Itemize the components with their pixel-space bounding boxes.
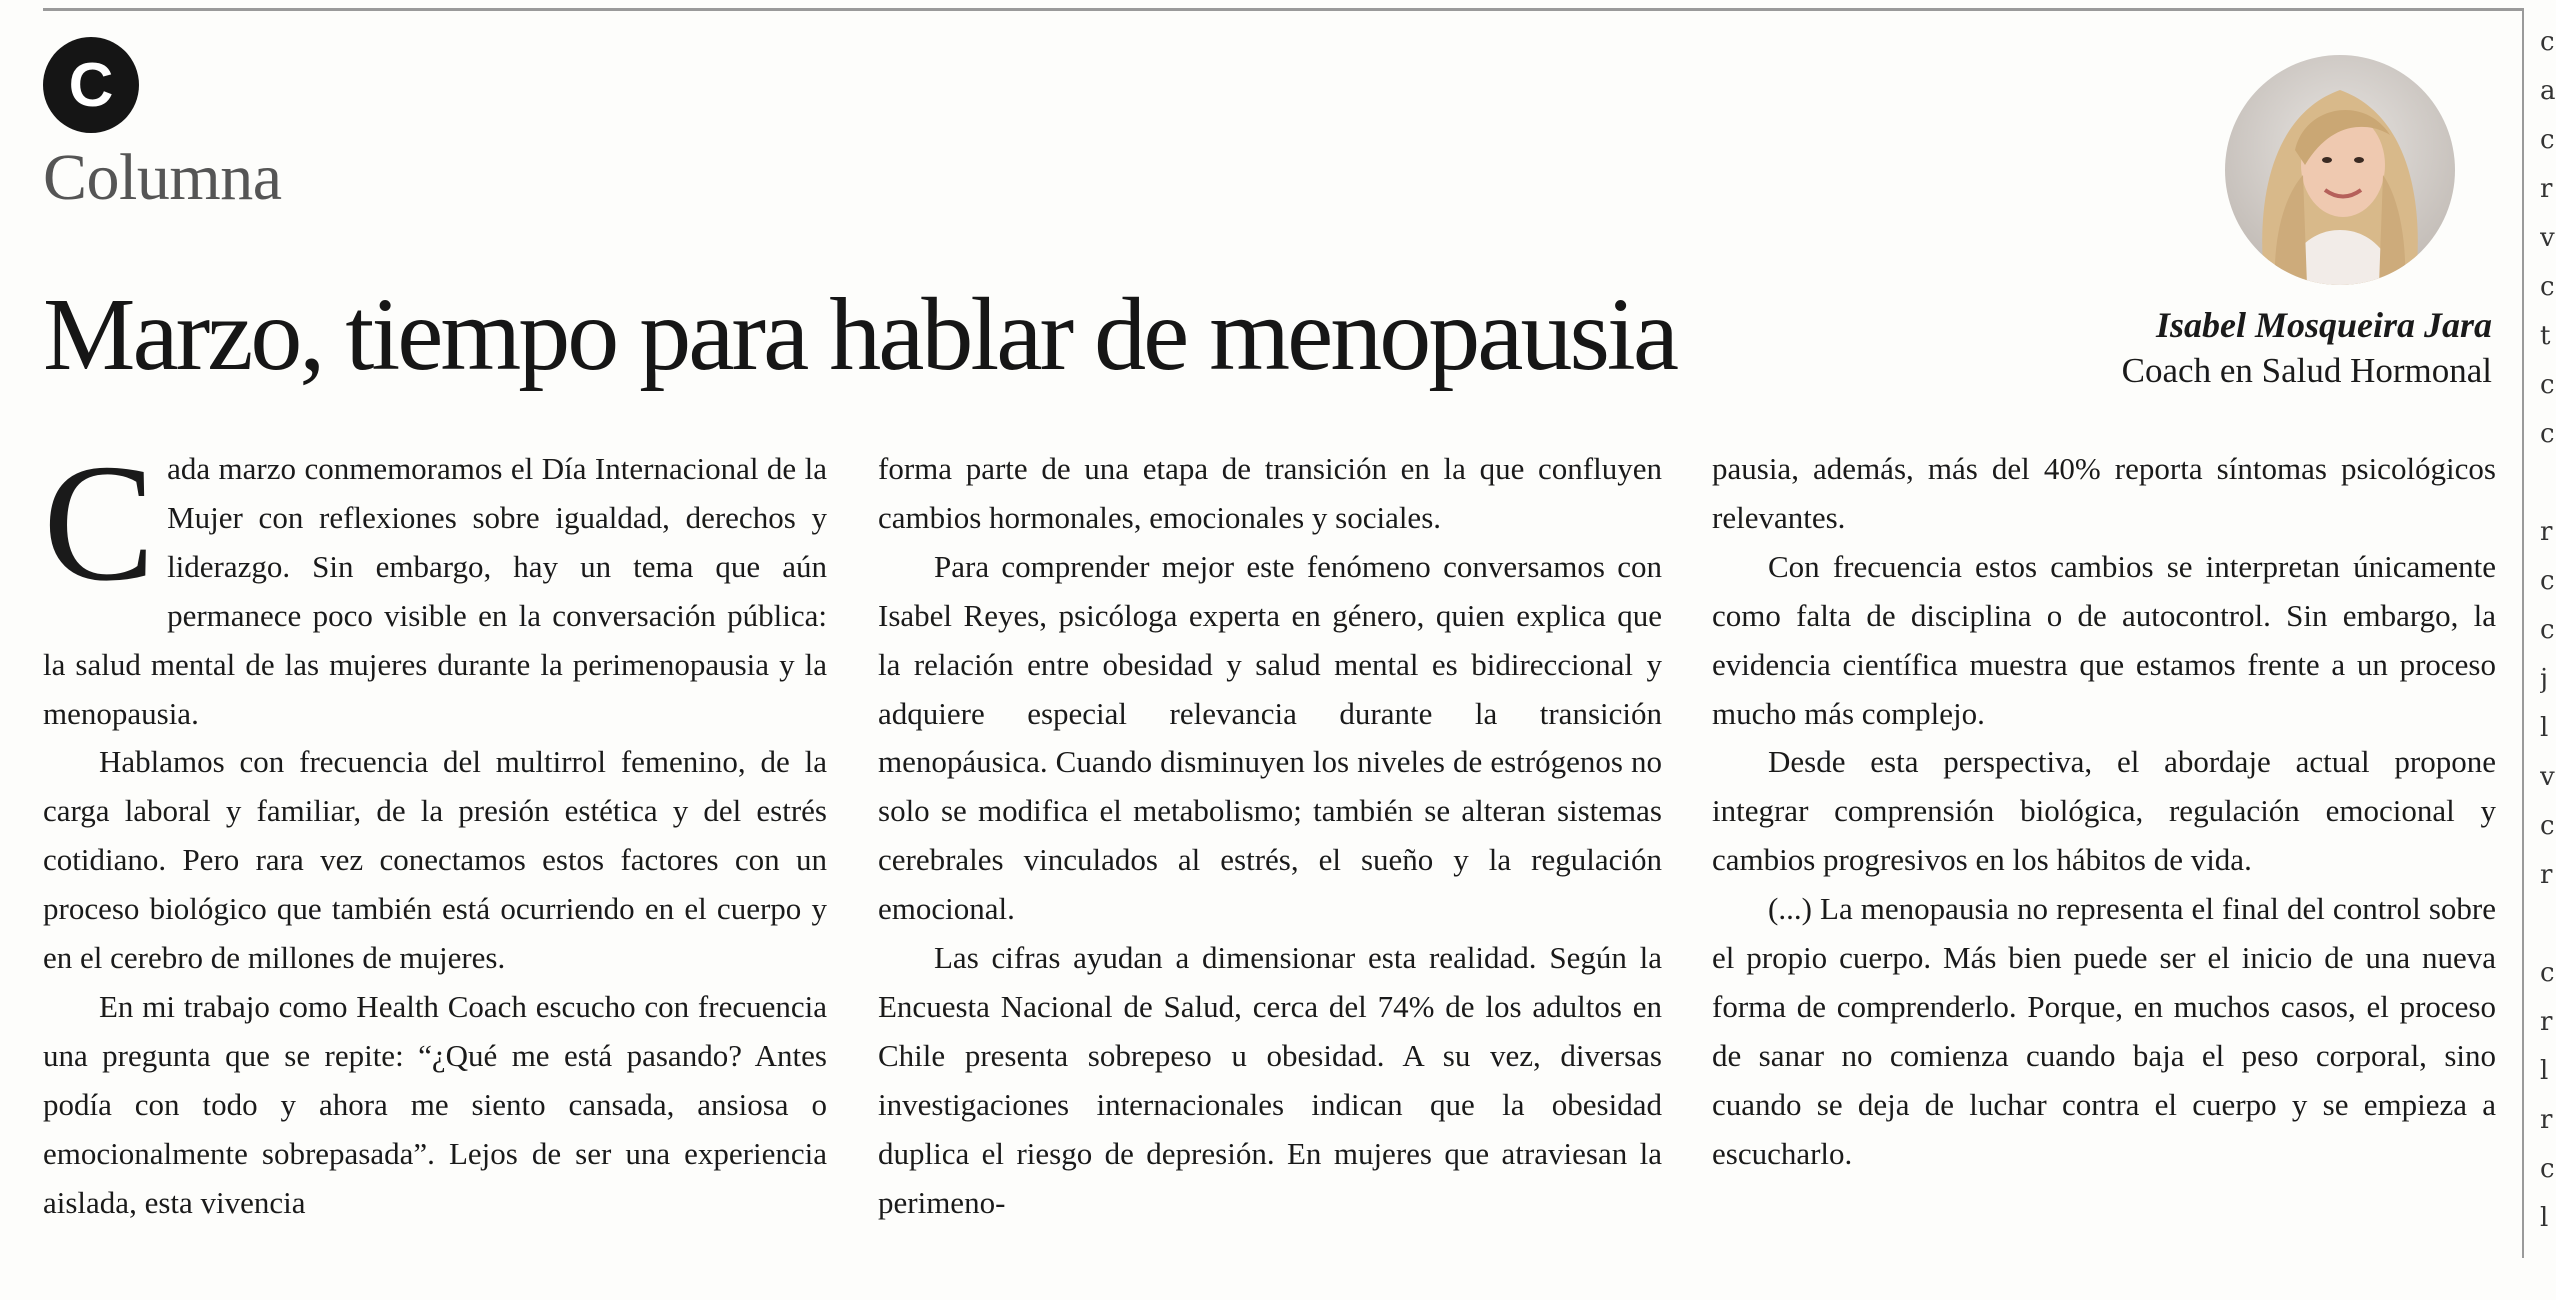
headline: Marzo, tiempo para hablar de menopausia [43,277,1676,392]
paragraph-text: ada marzo conmemoramos el Día Internacional de la Mujer con reflexiones sobre igualdad, derechos y liderazgo. Sin embargo, hay un tema que aún permanece poco visible en la conversación pública: la salud mental de las mujeres durante la perimenopausia y la menopausia. [43,451,827,731]
section-badge: C [43,37,139,133]
article-column-1 [43,430,827,1228]
article-paragraph [43,430,827,738]
edge-letter: l [2540,1203,2549,1233]
edge-letter: v [2540,762,2555,792]
article-paragraph: Con frecuencia estos cambios se interpretan únicamente como falta de disciplina o de autocontrol. Sin embargo, la evidencia científica muestra que estamos frente a un proceso mucho más complejo. [1712,548,2496,731]
edge-letter [2540,900,2556,949]
edge-letter: c [2540,566,2555,596]
author-avatar [2225,55,2455,285]
article-paragraph: forma parte de una etapa de transición en la que confluyen cambios hormonales, emocionales y sociales. [878,451,1662,535]
edge-letter [2540,459,2556,508]
article-paragraph: Para comprender mejor este fenómeno conversamos con Isabel Reyes, psicóloga experta en género, quien explica que la relación entre obesidad y salud mental es bidireccional y adquiere especial relevancia durante la transición menopáusica. Cuando disminuyen los niveles de estrógenos no solo se modifica el metabolismo; también se alteran sistemas cerebrales vinculados al estrés, el sueño y la regulación emocional. [878,548,1662,927]
edge-letter: t [2540,321,2551,351]
article-paragraph: Las cifras ayudan a dimensionar esta realidad. Según la Encuesta Nacional de Salud, cerca del 74% de los adultos en Chile presenta sobrepeso u obesidad. A su vez, diversas investigaciones internacionales indican que la obesidad duplica el riesgo de depresión. En mujeres que atraviesan la perimeno- [878,940,1662,1220]
edge-letter: c [2540,1154,2555,1184]
edge-letter: c [2540,419,2555,449]
article-paragraph: pausia, además, más del 40% reporta síntomas psicológicos relevantes. [1712,451,2496,535]
edge-letter: j [2540,664,2549,694]
edge-letter: l [2540,713,2549,743]
drop-cap: C [43,430,156,616]
column-divider-rule [2522,8,2524,1258]
edge-letter: l [2540,1056,2549,1086]
edge-letter: r [2540,1105,2553,1135]
adjacent-column-edge [2540,18,2556,1243]
article-paragraph: En mi trabajo como Health Coach escucho con frecuencia una pregunta que se repite: “¿Qué me está pasando? Antes podía con todo y ahora me siento cansada, ansiosa o emocionalmente sobrepasada”. Lejos de ser una experiencia aislada, esta vivencia [43,988,827,1220]
byline [2122,302,2492,394]
edge-letter: c [2540,27,2555,57]
edge-letter: r [2540,174,2553,204]
article-paragraph: Hablamos con frecuencia del multirrol femenino, de la carga laboral y familiar, de la presión estética y del estrés cotidiano. Pero rara vez conectamos estos factores con un proceso biológico que también está ocurriendo en el cuerpo y en el cerebro de millones de mujeres. [43,744,827,976]
edge-letter: a [2540,76,2556,106]
edge-letter: v [2540,223,2555,253]
edge-letter: c [2540,958,2555,988]
edge-letter: r [2540,1007,2553,1037]
author-name: Isabel Mosqueira Jara [2155,305,2492,345]
edge-letter: c [2540,615,2555,645]
article-column-2 [878,445,1662,1228]
article-column-3 [1712,445,2496,1179]
author-portrait-icon [2225,55,2455,285]
article-paragraph: (...) La menopausia no representa el final del control sobre el propio cuerpo. Más bien puede ser el inicio de una nueva forma de comprenderlo. Porque, en muchos casos, el proceso de sanar no comienza cuando baja el peso corporal, sino cuando se deja de luchar contra el cuerpo y se empieza a escucharlo. [1712,891,2496,1171]
article-paragraph: Desde esta perspectiva, el abordaje actual propone integrar comprensión biológica, regulación emocional y cambios progresivos en los hábitos de vida. [1712,744,2496,878]
section-label: Columna [43,141,282,214]
edge-letter: c [2540,272,2555,302]
edge-letter: c [2540,125,2555,155]
edge-letter: r [2540,517,2553,547]
author-role: Coach en Salud Hormonal [2121,351,2492,390]
edge-letter: c [2540,370,2555,400]
top-rule [43,8,2523,11]
edge-letter: c [2540,811,2555,841]
edge-letter: r [2540,860,2553,890]
